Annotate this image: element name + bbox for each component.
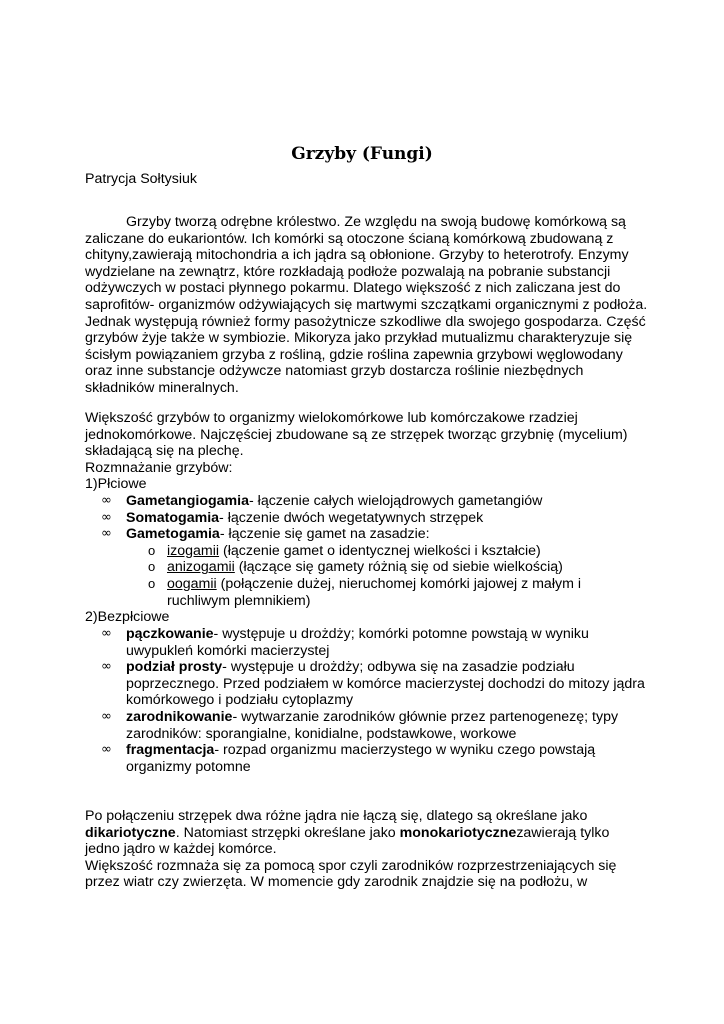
text-line: dikariotyczne. Natomiast strzępki określane jako monokariotycznezawierają tylko — [85, 824, 610, 841]
text-line: Większość rozmnaża się za pomocą spor czyli zarodników rozprzestrzeniających się — [85, 857, 617, 874]
infinity-bullet-icon: ∞ — [101, 526, 112, 542]
sub-list-item: o anizogamii (łączące się gamety różnią się od siebie wielkością) — [148, 559, 563, 576]
list-item: ∞ zarodnikowanie- wytwarzanie zarodników głównie przez partenogenezę; typy zarodników: sporangialne, konidialne, podstawkowe, workowe — [101, 708, 619, 742]
circle-bullet-icon: o — [148, 542, 156, 558]
document-title: Grzyby (Fungi) — [291, 144, 433, 164]
text-line: ścisłym powiązaniem grzyba z rośliną, gdzie roślina zapewnia grzybowi węglowodany — [85, 346, 623, 363]
text-line: oraz inne substancje odżywcze natomiast grzyb dostarcza roślinie niezbędnych — [85, 363, 584, 380]
list-item: ∞ podział prosty- występuje u drożdży; odbywa się na zasadzie podziału poprzecznego. Przed podziałem w komórce macierzystej dochodzi do mitozy jądra komórkowego i podziału cytoplazmy — [101, 659, 645, 709]
term: dikariotyczne — [85, 824, 176, 841]
infinity-bullet-icon: ∞ — [101, 626, 112, 641]
term: podział prosty — [126, 659, 223, 676]
term: izogamii — [167, 542, 220, 559]
list-item: ∞ pączkowanie- występuje u drożdży; komórki potomne powstają w wyniku uwypukleń komórki macierzystej — [101, 626, 589, 659]
asexual-list — [85, 626, 650, 775]
sub-list-item: o oogamii (połączenie dużej, nieruchomej komórki jajowej z małym i ruchliwym plemnikiem) — [148, 575, 581, 609]
text-line: składającą się na plechę. — [85, 443, 244, 460]
circle-bullet-icon: o — [148, 575, 156, 591]
text-line: jedno jądro w każdej komórce. — [85, 841, 277, 858]
text-line: grzybów żyje także w symbiozie. Mikoryza jako przykład mutualizmu charakteryzuje się — [85, 330, 633, 347]
term: Somatogamia — [126, 509, 220, 526]
circle-bullet-icon: o — [148, 559, 156, 575]
term: pączkowanie — [126, 626, 214, 642]
text-line: odżywczych w postaci płynnego pokarmu. Dlatego większość z nich zaliczana jest do — [85, 280, 621, 297]
sexual-list — [85, 493, 650, 609]
infinity-bullet-icon: ∞ — [101, 509, 112, 525]
author-name: Patrycja Sołtysiuk — [85, 171, 197, 187]
text-line: Grzyby tworzą odrębne królestwo. Ze względu na swoją budowę komórkową są — [126, 214, 626, 230]
text-line: Jednak występują również formy pasożytnicze szkodliwe dla swojego gospodarza. Część — [85, 313, 646, 330]
infinity-bullet-icon: ∞ — [101, 659, 112, 675]
term: anizogamii — [167, 559, 235, 576]
text-line: Po połączeniu strzępek dwa różne jądra nie łączą się, dlatego są określane jako — [85, 808, 588, 824]
list-item: ∞ fragmentacja- rozpad organizmu macierzystego w wyniku czego powstają organizmy potomne — [101, 742, 596, 775]
term: fragmentacja — [126, 742, 215, 759]
text-line: jednokomórkowe. Najczęściej zbudowane są ze strzępek tworząc grzybnię (mycelium) — [85, 426, 628, 443]
text-line: saprofitów- organizmów odżywiających się martwymi szczątkami organicznymi z podłoża. — [85, 296, 648, 313]
text-line: Większość grzybów to organizmy wielokomórkowe lub komórczakowe rzadziej — [85, 410, 578, 426]
structure-paragraph — [85, 410, 650, 493]
gametogamia-sublist — [126, 543, 650, 609]
infinity-bullet-icon: ∞ — [101, 493, 112, 508]
term: monokariotyczne — [399, 824, 517, 841]
sexual-label: 1)Płciowe — [85, 476, 147, 493]
term: zarodnikowanie — [126, 708, 233, 725]
intro-paragraph — [85, 214, 650, 397]
infinity-bullet-icon: ∞ — [101, 742, 112, 758]
text-line: przez wiatr czy zwierzęta. W momencie gdy zarodnik znajdzie się na podłożu, w — [85, 874, 588, 891]
infinity-bullet-icon: ∞ — [101, 708, 112, 724]
text-line: wydzielane na zewnątrz, które rozkładają podłoże pozwalają na pobranie substancji — [85, 263, 611, 280]
text-line: składników mineralnych. — [85, 379, 239, 396]
sub-list-item: o izogamii (łączenie gamet o identycznej wielkości i kształcie) — [148, 542, 541, 559]
list-item: ∞ Somatogamia- łączenie dwóch wegetatywnych strzępek — [101, 509, 484, 526]
text-line: zaliczane do eukariontów. Ich komórki są otoczone ścianą komórkową zbudowaną z — [85, 230, 614, 247]
asexual-label: 2)Bezpłciowe — [85, 609, 170, 625]
reproduction-heading: Rozmnażanie grzybów: — [85, 459, 233, 476]
list-item: ∞ Gametogamia- łączenie się gamet na zasadzie: o izogamii (łączenie gamet o identycznej wielkości i kształcie) o anizogamii (łączące się gamety różnią się od siebie wielkością) o oogamii (połączenie dużej, nieruchomej komórki jajowej z małym i ruchliwym plemnikiem) — [85, 526, 650, 609]
text-line: chityny,zawierają mitochondria a ich jądra są obłonione. Grzyby to heterotrofy. Enzymy — [85, 247, 629, 264]
closing-paragraph — [85, 808, 650, 891]
term: oogamii — [167, 575, 217, 592]
list-item: ∞ Gametangiogamia- łączenie całych wielojądrowych gametangiów — [101, 493, 543, 509]
term: Gametogamia — [126, 526, 220, 543]
term: Gametangiogamia — [126, 493, 249, 509]
